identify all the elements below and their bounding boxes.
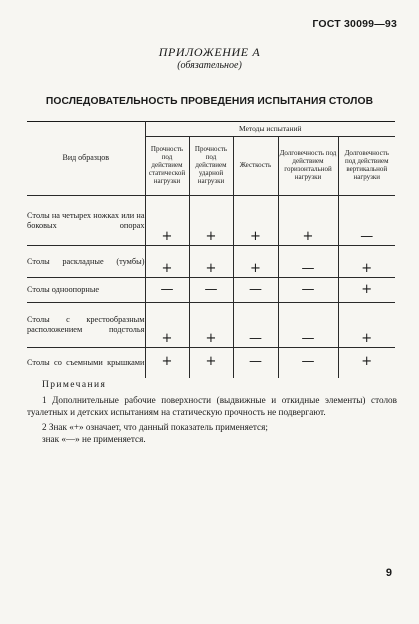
column-header: Прочность под действием ударной нагрузки (189, 137, 233, 196)
table-header-row (27, 122, 395, 137)
table-row (27, 246, 395, 278)
column-header: Прочность под действием статической нагрузки (145, 137, 189, 196)
row-label: Столы одноопорные (27, 278, 145, 303)
mark-cell: + (189, 246, 233, 278)
table-row (27, 196, 395, 246)
column-header: Долговечность под действием горизонтальной нагрузки (278, 137, 338, 196)
mark-cell: + (145, 303, 189, 348)
sample-type-header: Вид образцов (27, 122, 145, 196)
appendix-title: ПРИЛОЖЕНИЕ А (158, 45, 261, 59)
notes-heading: Примечания (42, 380, 107, 390)
table-row (27, 348, 395, 378)
mark-cell: — (278, 278, 338, 303)
mark-cell: — (278, 303, 338, 348)
mark-cell: — (233, 348, 278, 378)
row-label: Столы раскладные (тумбы) (27, 246, 145, 278)
mark-cell: + (145, 246, 189, 278)
mark-cell: + (189, 303, 233, 348)
mark-cell: — (278, 348, 338, 378)
appendix-subtitle: (обязательное) (177, 60, 242, 71)
mark-cell: + (233, 196, 278, 246)
test-methods-header: Методы испытаний (145, 122, 395, 137)
mark-cell: + (338, 278, 395, 303)
mark-cell: + (338, 246, 395, 278)
standard-code: ГОСТ 30099—93 (312, 18, 397, 30)
note-item: 1 Дополнительные рабочие поверхности (выдвижные и откидные элементы) столов туалетных и детских испытаниям на статическую прочность не подвергают. (27, 395, 397, 417)
mark-cell: + (338, 303, 395, 348)
document-title: ПОСЛЕДОВАТЕЛЬНОСТЬ ПРОВЕДЕНИЯ ИСПЫТАНИЯ СТОЛОВ (45, 96, 374, 107)
column-header: Жесткость (233, 137, 278, 196)
test-sequence-table (27, 121, 395, 378)
row-label: Столы с крестообразным расположением подстолья (27, 303, 145, 348)
note-item: 2 Знак «+» означает, что данный показатель применяется; (42, 422, 268, 432)
mark-cell: + (338, 348, 395, 378)
row-label: Столы на четырех ножках или на боковых опорах (27, 196, 145, 246)
mark-cell: + (189, 196, 233, 246)
mark-cell: + (233, 246, 278, 278)
mark-cell: + (145, 196, 189, 246)
column-header: Долговечность под действием вертикальной нагрузки (338, 137, 395, 196)
mark-cell: + (145, 348, 189, 378)
row-label: Столы со съемными крышками (27, 348, 145, 378)
mark-cell: — (233, 303, 278, 348)
mark-cell: — (145, 278, 189, 303)
table-row (27, 303, 395, 348)
note-item: знак «—» не применяется. (42, 434, 146, 444)
mark-cell: — (338, 196, 395, 246)
page-number: 9 (385, 567, 392, 579)
mark-cell: — (278, 246, 338, 278)
mark-cell: — (233, 278, 278, 303)
mark-cell: — (189, 278, 233, 303)
mark-cell: + (189, 348, 233, 378)
table-row (27, 278, 395, 303)
mark-cell: + (278, 196, 338, 246)
